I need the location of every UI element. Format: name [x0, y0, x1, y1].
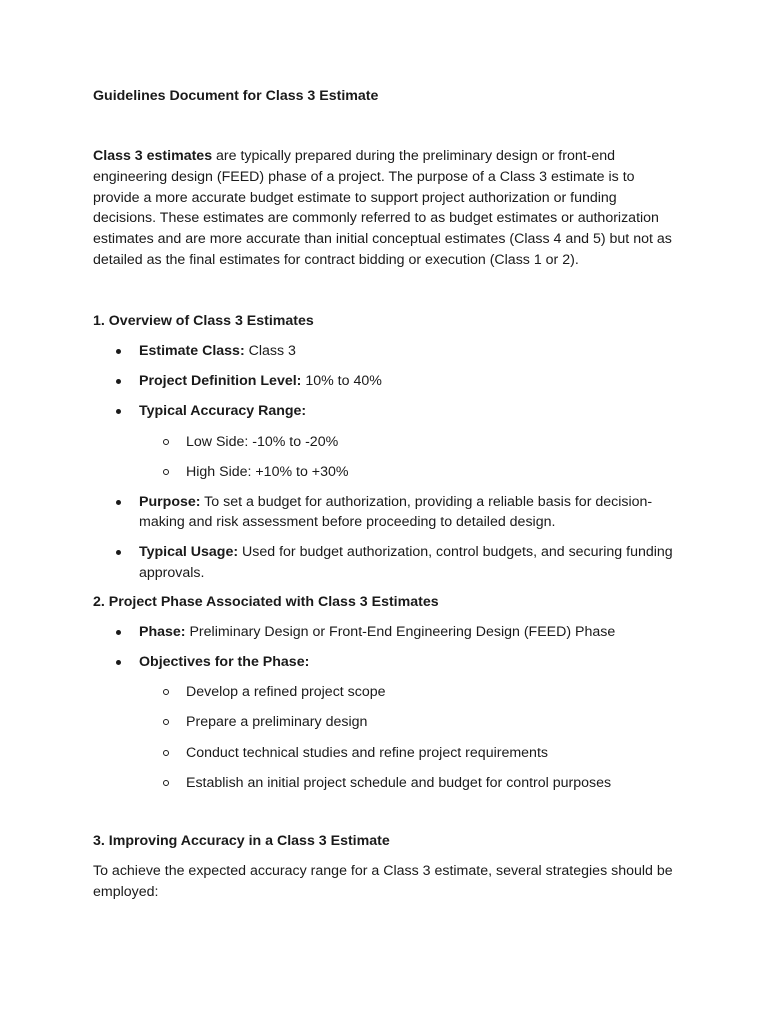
section-3-paragraph: To achieve the expected accuracy range for a Class 3 estimate, several strategies should be employed:	[93, 863, 673, 900]
section-2-heading: 2. Project Phase Associated with Class 3 Estimates	[93, 593, 439, 610]
document-title: Guidelines Document for Class 3 Estimate	[93, 88, 379, 104]
section-3-heading: 3. Improving Accuracy in a Class 3 Estimate	[93, 833, 390, 850]
list-item-text: 10% to 40%	[301, 373, 382, 390]
section-1-list-continued	[93, 492, 683, 584]
list-item-label: Estimate Class:	[139, 343, 245, 360]
intro-text: are typically prepared during the preliminary design or front-end engineering design (FEED) phase of a project. The purpose of a Class 3 estimate is to provide a more accurate budget estimate to support project authorization or funding decisions. These estimates are commonly referred to as budget estimates or authorization estimates and are more accurate than initial conceptual estimates (Class 4 and 5) but not as detailed as the final estimates for contract bidding or execution (Class 1 or 2).	[93, 148, 672, 268]
list-item	[93, 492, 683, 533]
list-item	[93, 371, 683, 392]
sub-list-item: Establish an initial project schedule and budget for control purposes	[93, 773, 683, 794]
intro-bold-lead: Class 3 estimates	[93, 148, 213, 164]
list-item-label: Typical Accuracy Range:	[139, 403, 307, 420]
intro-paragraph	[93, 146, 683, 271]
list-item-label: Typical Usage:	[139, 544, 239, 561]
list-item-label: Project Definition Level:	[139, 373, 302, 390]
sub-list-item: Develop a refined project scope	[93, 682, 683, 703]
sub-list-item: Low Side: -10% to -20%	[93, 432, 683, 453]
section-1-list	[93, 341, 683, 422]
section-2-list	[93, 622, 683, 673]
list-item	[93, 652, 683, 673]
sub-list-item: High Side: +10% to +30%	[93, 462, 683, 483]
list-item-text: To set a budget for authorization, providing a reliable basis for decision-making and risk assessment before proceeding to detailed design.	[139, 493, 653, 531]
sub-list-item: Prepare a preliminary design	[93, 712, 683, 733]
list-item-text: Preliminary Design or Front-End Engineering Design (FEED) Phase	[185, 624, 616, 641]
list-item-text: Used for budget authorization, control budgets, and securing funding approvals.	[139, 544, 673, 582]
list-item	[93, 542, 683, 583]
list-item	[93, 401, 683, 422]
list-item-text: Class 3	[244, 343, 296, 360]
objectives-sublist	[93, 682, 683, 793]
list-item	[93, 622, 683, 643]
document-page	[93, 86, 683, 903]
accuracy-sublist	[93, 432, 683, 483]
list-item-label: Phase:	[139, 624, 186, 641]
list-item-label: Purpose:	[139, 493, 201, 510]
section-1-heading: 1. Overview of Class 3 Estimates	[93, 312, 314, 329]
list-item-label: Objectives for the Phase:	[139, 654, 310, 671]
list-item	[93, 341, 683, 362]
sub-list-item: Conduct technical studies and refine project requirements	[93, 743, 683, 764]
